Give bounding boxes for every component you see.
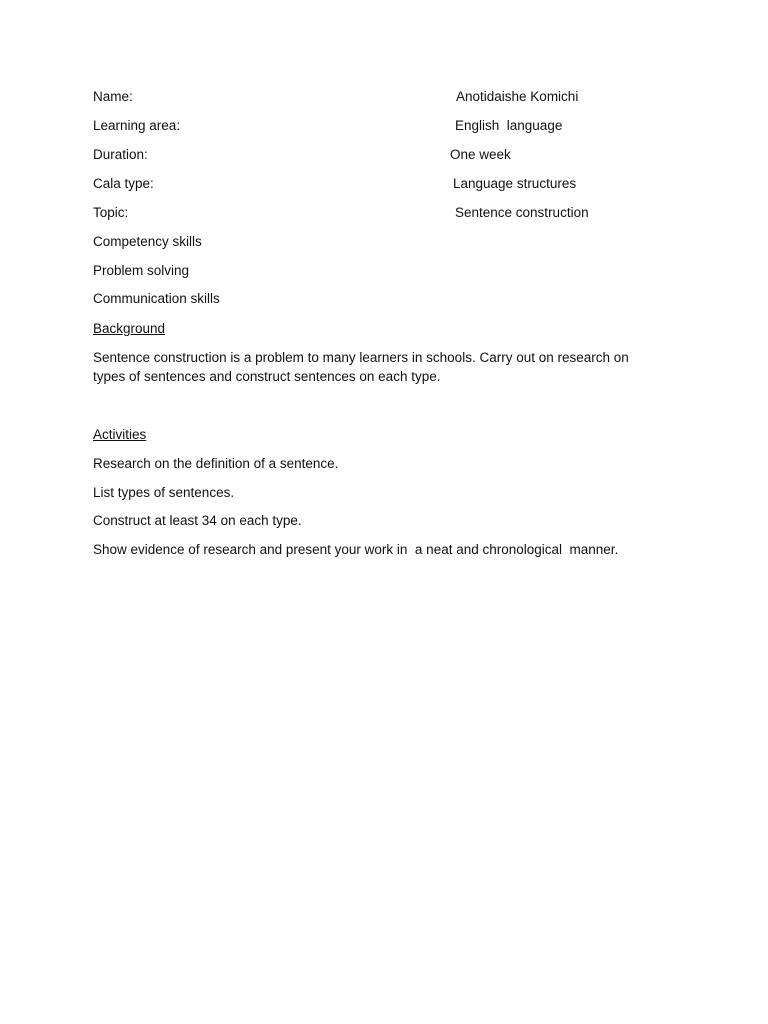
background-heading: Background bbox=[93, 321, 166, 336]
activity-item: Show evidence of research and present your work in a neat and chronological manner. bbox=[93, 542, 619, 557]
learning-area-value: English language bbox=[455, 118, 563, 133]
duration-label: Duration: bbox=[93, 147, 148, 162]
competency-heading: Competency skills bbox=[93, 234, 202, 249]
background-paragraph: Sentence construction is a problem to many learners in schools. Carry out on research on types of sentences and construct sentences on each type. bbox=[93, 350, 629, 384]
topic-value: Sentence construction bbox=[455, 205, 589, 220]
topic-label: Topic: bbox=[93, 205, 129, 220]
activities-heading: Activities bbox=[93, 427, 147, 442]
activity-item: Research on the definition of a sentence. bbox=[93, 456, 339, 471]
name-value: Anotidaishe Komichi bbox=[456, 89, 579, 104]
cala-type-value: Language structures bbox=[453, 176, 577, 191]
activity-item: Construct at least 34 on each type. bbox=[93, 513, 302, 528]
competency-item: Problem solving bbox=[93, 263, 190, 278]
competency-item: Communication skills bbox=[93, 291, 220, 306]
name-label: Name: bbox=[93, 89, 133, 104]
duration-value: One week bbox=[450, 147, 511, 162]
cala-type-label: Cala type: bbox=[93, 176, 154, 191]
activity-item: List types of sentences. bbox=[93, 485, 235, 500]
learning-area-label: Learning area: bbox=[93, 118, 181, 133]
